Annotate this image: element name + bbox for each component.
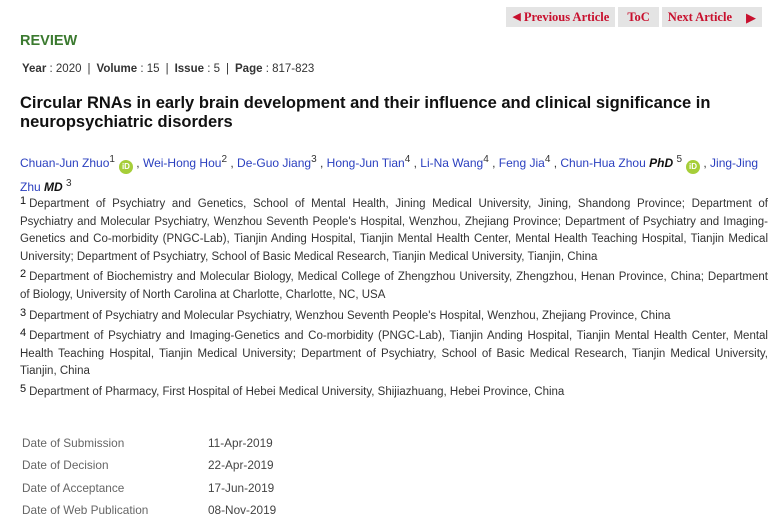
- issue-label: Issue: [174, 63, 204, 75]
- toc-label: ToC: [627, 9, 650, 24]
- author-link[interactable]: Wei-Hong Hou: [142, 156, 222, 170]
- date-value: 08-Nov-2019: [208, 503, 277, 518]
- affiliation-text: Department of Psychiatry and Genetics, School of Mental Health, Jining Medical University, Jining, Shandong Province; Department of Psychiatry and Molecular Psychiatry, Wenzhou Seventh People's Hospital, Wenzhou, Zhejiang Province; Department of Psychiatry and Imaging-Genetics and Co-morbidity (PNGC-Lab), Tianjin Anding Hospital, Tianjin Mental Health Center, Mental Health Teaching Hospital, Tianjin Medical University; Department of Psychiatry, School of Basic Medical Research, Tianjin Medical University, Tianjin, China: [20, 198, 768, 263]
- author-entry: [143, 156, 227, 170]
- date-label: Date of Acceptance: [22, 480, 125, 495]
- affiliation-text: Department of Pharmacy, First Hospital of Hebei Medical University, Shijiazhuang, Hebei Province, China: [29, 385, 565, 398]
- affiliation-number: 1: [20, 195, 27, 207]
- date-value: 22-Apr-2019: [208, 458, 274, 473]
- affiliation-number: 3: [20, 306, 27, 319]
- date-row: [22, 454, 276, 476]
- author-affiliation-number: 4: [483, 154, 489, 165]
- author-link[interactable]: Feng Jia: [498, 156, 545, 170]
- author-affiliation-number: 3: [66, 178, 72, 189]
- author-entry: [20, 156, 133, 170]
- author-separator: ,: [132, 156, 143, 170]
- author-link[interactable]: Li-Na Wang: [420, 156, 484, 170]
- affiliation-number: 5: [20, 382, 27, 395]
- affiliation-number: 2: [20, 268, 27, 281]
- volume-label: Volume: [96, 63, 138, 75]
- next-article-label: Next Article: [667, 9, 732, 24]
- author-affiliation-number: 4: [404, 154, 411, 165]
- date-row: [22, 499, 276, 521]
- affiliation-item: [20, 308, 768, 326]
- author-affiliation-number: 1: [109, 154, 115, 165]
- author-entry: [560, 156, 700, 170]
- date-value: 17-Jun-2019: [208, 480, 275, 495]
- author-link[interactable]: Chuan-Jun Zhuo: [20, 156, 110, 170]
- previous-article-label: Previous Article: [523, 9, 610, 24]
- date-value: 11-Apr-2019: [208, 436, 273, 451]
- author-link[interactable]: De-Guo Jiang: [237, 156, 312, 170]
- affiliation-text: Department of Psychiatry and Imaging-Genetics and Co-morbidity (PNGC-Lab), Tianjin Anding Hospital, Tianjin Mental Health Center, Mental Health Teaching Hospital, Tianjin Medical University; Department of Psychiatry, School of Basic Medical Research, Tianjin Medical University, Tianjin, China: [20, 330, 768, 378]
- orcid-icon[interactable]: iD: [686, 160, 700, 174]
- previous-article-button[interactable]: [506, 7, 615, 27]
- affiliation-item: [20, 269, 768, 304]
- year-label: Year: [22, 63, 47, 75]
- author-affiliation-number: 5: [676, 154, 683, 165]
- author-entry: [327, 156, 411, 170]
- author-separator: ,: [488, 156, 499, 170]
- page-label: Page: [235, 63, 263, 75]
- page-value: 817-823: [272, 63, 315, 75]
- affiliation-item: [20, 384, 768, 402]
- affiliation-text: Department of Biochemistry and Molecular Biology, Medical College of Zhengzhou University, Zhengzhou, Henan Province, China; Department of Biology, University of North Carolina at Charlotte, Charlotte, NC, USA: [20, 271, 768, 301]
- date-row: [22, 477, 276, 499]
- author-link[interactable]: Chun-Hua Zhou: [560, 156, 646, 170]
- author-entry: [237, 156, 317, 170]
- issue-value: 5: [213, 63, 220, 75]
- article-title: Circular RNAs in early brain development and their influence and clinical significance in neuropsychiatric disorders: [20, 94, 711, 131]
- year-value: 2020: [55, 63, 82, 75]
- affiliation-item: [20, 196, 768, 266]
- affiliation-text: Department of Psychiatry and Molecular Psychiatry, Wenzhou Seventh People's Hospital, Wenzhou, Zhejiang Province, China: [29, 309, 671, 322]
- date-label: Date of Submission: [22, 436, 125, 451]
- author-list: [20, 150, 768, 197]
- article-navigation: [506, 7, 762, 27]
- author-separator: ,: [550, 156, 561, 170]
- date-label: Date of Decision: [22, 458, 109, 473]
- affiliation-number: 4: [20, 327, 27, 340]
- author-affiliation-number: 2: [221, 154, 228, 165]
- affiliation-list: [20, 196, 768, 405]
- date-row: [22, 432, 276, 454]
- orcid-icon[interactable]: iD: [119, 160, 133, 174]
- dates-table: [22, 432, 276, 521]
- publication-meta: Year : 2020 | Volume : 15 | Issue : 5 | Page : 817-823: [22, 63, 315, 75]
- volume-value: 15: [146, 63, 160, 75]
- affiliation-item: [20, 328, 768, 381]
- author-separator: ,: [316, 156, 327, 170]
- toc-button[interactable]: [618, 7, 658, 27]
- author-separator: ,: [700, 156, 711, 170]
- author-affiliation-number: 3: [311, 154, 317, 165]
- section-label: REVIEW: [20, 33, 78, 49]
- author-entry: [420, 156, 488, 170]
- author-affiliation-number: 4: [544, 154, 551, 165]
- author-entry: [499, 156, 551, 170]
- author-separator: ,: [410, 156, 421, 170]
- triangle-left-icon: ◀: [512, 10, 521, 23]
- author-degree: MD: [44, 180, 63, 194]
- next-article-button[interactable]: [662, 7, 762, 27]
- author-separator: ,: [227, 156, 238, 170]
- author-degree: PhD: [649, 156, 674, 170]
- date-label: Date of Web Publication: [22, 503, 149, 518]
- author-link[interactable]: Jing-Jing Zhu: [20, 156, 759, 194]
- author-link[interactable]: Hong-Jun Tian: [326, 156, 405, 170]
- triangle-right-icon: ▶: [746, 9, 756, 25]
